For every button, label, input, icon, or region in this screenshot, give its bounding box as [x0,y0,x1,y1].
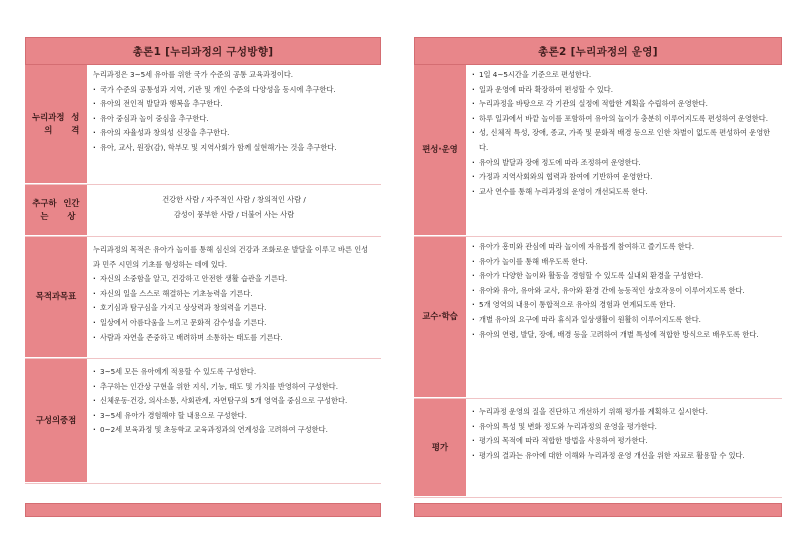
row-label-character: 누리과정의 성격 [25,65,87,184]
list-item: · 일상에서 아름다움을 느끼고 문화적 감수성을 기른다. [93,316,375,331]
row-teaching [414,237,782,399]
row-label-teaching: 교수 · 학습 [414,237,466,398]
intro-text: 누리과정의 목적은 유아가 놀이를 통해 심신의 건강과 조화로운 발달을 이루고 바른 인성과 민주 시민의 기초를 형성하는 데에 있다. [93,245,369,269]
list-item: · 평가의 결과는 유아에 대한 이해와 누리과정 운영 개선을 위한 자료로 활용할 수 있다. [472,449,776,464]
row-character [25,65,381,185]
list-item: · 일과 운영에 따라 확장하여 편성할 수 있다. [472,83,776,98]
row-content-evaluation [466,399,782,497]
list-item: · 누리과정 운영의 질을 진단하고 개선하기 위해 평가를 계획하고 실시한다. [472,405,776,420]
list-item: · 호기심과 탐구심을 가지고 상상력과 창의력을 기른다. [93,301,375,316]
intro-text: 누리과정은 3~5세 유아를 위한 국가 수준의 공통 교육과정이다. [93,70,294,79]
list-item: · 평가의 목적에 따라 적합한 방법을 사용하여 평가한다. [472,434,776,449]
bullet-list [93,272,375,345]
list-item: · 가정과 지역사회와의 협력과 참여에 기반하여 운영한다. [472,170,776,185]
row-goals [25,237,381,359]
left-footer-bar [25,503,381,517]
right-panel [414,37,782,498]
row-focus [25,359,381,484]
row-operation [414,65,782,237]
right-footer-bar [414,503,782,517]
list-item: · 5개 영역의 내용이 통합적으로 유아의 경험과 연계되도록 한다. [472,298,776,313]
list-item: · 유아의 자율성과 창의성 신장을 추구한다. [93,126,375,141]
list-item: · 개별 유아의 요구에 따라 휴식과 일상생활이 원활히 이루어지도록 한다. [472,313,776,328]
ideal-human-line: 감성이 풍부한 사람 / 더불어 사는 사람 [173,209,295,219]
list-item: · 유아가 다양한 놀이와 활동을 경험할 수 있도록 실내외 환경을 구성한다. [472,269,776,284]
bullet-list [472,240,776,342]
list-item: · 교사 연수를 통해 누리과정의 운영이 개선되도록 한다. [472,185,776,200]
row-content-character [87,65,381,184]
list-item: · 하루 일과에서 바깥 놀이를 포함하여 유아의 놀이가 충분히 이루어지도록 편성하여 운영한다. [472,112,776,127]
list-item: · 유아의 연령, 발달, 장애, 배경 등을 고려하여 개별 특성에 적합한 방식으로 배우도록 한다. [472,328,776,343]
row-content-goals [87,237,381,358]
list-item: · 추구하는 인간상 구현을 위한 지식, 기능, 태도 및 가치를 반영하여 구성한다. [93,380,375,395]
list-item: · 자신의 일을 스스로 해결하는 기초능력을 기른다. [93,287,375,302]
row-evaluation [414,399,782,498]
list-item: · 유아가 놀이를 통해 배우도록 한다. [472,255,776,270]
row-label-focus: 구성의 중점 [25,359,87,483]
row-content-teaching [466,237,782,398]
list-item: · 누리과정을 바탕으로 각 기관의 실정에 적합한 계획을 수립하여 운영한다. [472,97,776,112]
bullet-list [93,365,375,438]
list-item: · 국가 수준의 공통성과 지역, 기관 및 개인 수준의 다양성을 동시에 추구한다. [93,83,375,98]
row-content-ideal-human [87,185,381,236]
right-panel-title: 총론2 [누리과정의 운영] [414,37,782,65]
row-ideal-human [25,185,381,237]
ideal-human-line: 건강한 사람 / 자주적인 사람 / 창의적인 사람 / [162,195,306,204]
left-panel [25,37,381,484]
row-label-evaluation: 평가 [414,399,466,497]
row-label-operation: 편성 · 운영 [414,65,466,236]
list-item: · 유아 중심과 놀이 중심을 추구한다. [93,112,375,127]
bullet-list [472,405,776,463]
list-item: · 유아의 발달과 장애 정도에 따라 조정하여 운영한다. [472,156,776,171]
list-item: · 사람과 자연을 존중하고 배려하며 소통하는 태도를 기른다. [93,331,375,346]
list-item: · 유아와 유아, 유아와 교사, 유아와 환경 간에 능동적인 상호작용이 이루어지도록 한다. [472,284,776,299]
row-label-goals: 목적과 목표 [25,237,87,358]
list-item: · 유아, 교사, 원장(감), 학부모 및 지역사회가 함께 실현해가는 것을 추구한다. [93,141,375,156]
list-item: · 3~5세 모든 유아에게 적용할 수 있도록 구성한다. [93,365,375,380]
list-item: · 신체운동·건강, 의사소통, 사회관계, 자연탐구의 5개 영역을 중심으로 구성한다. [93,394,375,409]
left-panel-title: 총론1 [누리과정의 구성방향] [25,37,381,65]
row-content-focus [87,359,381,483]
list-item: · 유아의 전인적 발달과 행복을 추구한다. [93,97,375,112]
bullet-list [93,83,375,156]
bullet-list [472,68,776,199]
list-item: · 3~5세 유아가 경험해야 할 내용으로 구성한다. [93,409,375,424]
row-content-operation [466,65,782,236]
list-item: · 유아의 특성 및 변화 정도와 누리과정의 운영을 평가한다. [472,420,776,435]
list-item: · 0~2세 보육과정 및 초등학교 교육과정과의 연계성을 고려하여 구성한다. [93,423,375,438]
list-item: · 성, 신체적 특성, 장애, 종교, 가족 및 문화적 배경 등으로 인한 차별이 없도록 편성하여 운영한다. [472,126,776,155]
list-item: · 자신의 소중함을 알고, 건강하고 안전한 생활 습관을 기른다. [93,272,375,287]
list-item: · 유아가 흥미와 관심에 따라 놀이에 자유롭게 참여하고 즐기도록 한다. [472,240,776,255]
row-label-ideal-human: 추구하는 인간상 [25,185,87,236]
list-item: · 1일 4~5시간을 기준으로 편성한다. [472,68,776,83]
